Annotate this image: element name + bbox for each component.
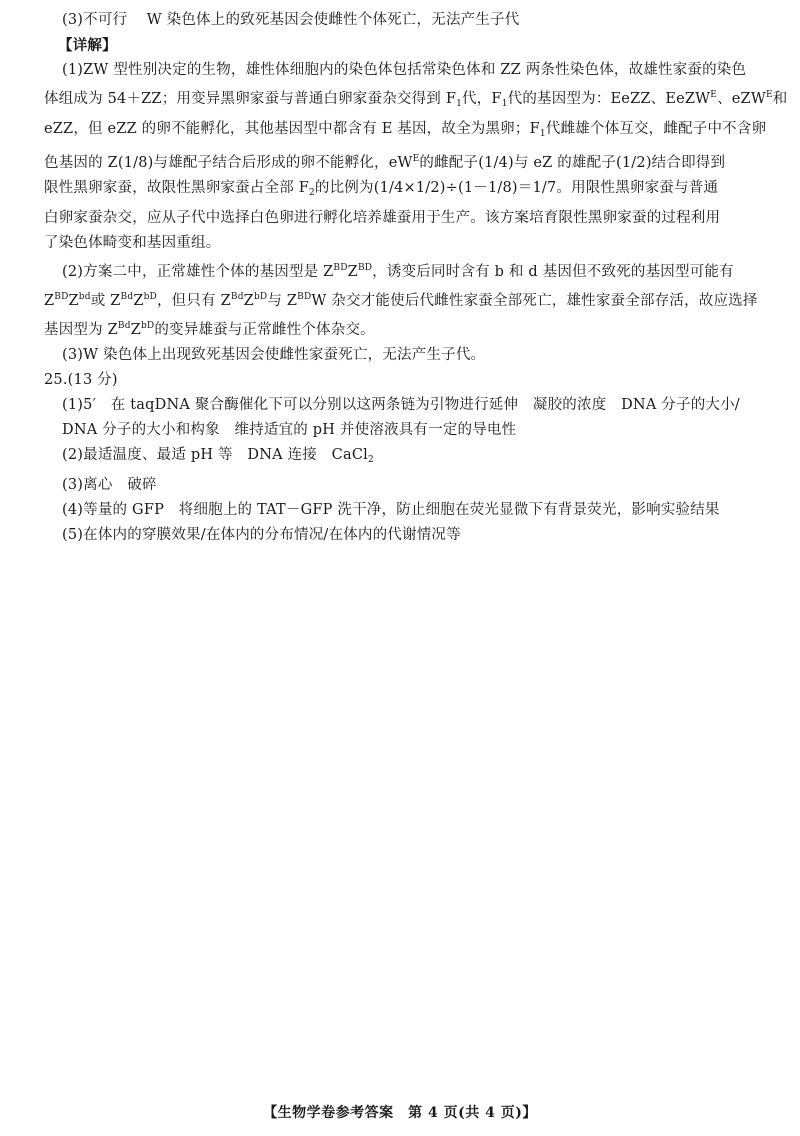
text-run: ，但只有 Z <box>156 293 231 309</box>
text-run: Z <box>130 322 141 338</box>
superscript: E <box>412 154 420 164</box>
text-run: 代雌雄个体互交，雌配子中不含卵 <box>545 121 767 137</box>
text-run: 代的基因型为：EeZZ、EeZW <box>507 91 711 107</box>
text-line <box>44 58 774 83</box>
text-line <box>44 443 774 473</box>
text-line <box>44 231 774 256</box>
subscript: 2 <box>308 188 315 198</box>
subscript: 1 <box>456 99 463 109</box>
text-run: (5)在体内的穿膜效果/在体内的分布情况/在体内的代谢情况等 <box>62 527 461 543</box>
text-line <box>44 83 788 117</box>
text-line <box>44 256 774 285</box>
superscript: bD <box>253 292 268 302</box>
text-run: (3)离心 破碎 <box>62 477 157 493</box>
text-run: 和 <box>772 91 788 107</box>
superscript: Bd <box>120 292 134 302</box>
text-line <box>44 176 774 206</box>
text-line <box>44 206 774 231</box>
text-run: 的雌配子(1/4)与 eZ 的雄配子(1/2)结合即得到 <box>419 155 726 171</box>
text-run: (4)等量的 GFP 将细胞上的 TAT－GFP 洗干净，防止细胞在荧光显微下有背景荧光，影响实验结果 <box>62 502 720 518</box>
text-run: (1)5′ 在 taqDNA 聚合酶催化下可以分别以这两条链为引物进行延伸 凝胶的浓度 DNA 分子的大小/ <box>62 397 740 413</box>
text-run: 25.(13 分) <box>44 372 118 388</box>
text-run: 代，F <box>462 91 502 107</box>
text-run: 或 Z <box>90 293 121 309</box>
text-run: (3)W 染色体上出现致死基因会使雌性家蚕死亡，无法产生子代。 <box>62 347 486 363</box>
text-run: (3)不可行 W 染色体上的致死基因会使雌性个体死亡，无法产生子代 <box>62 12 520 28</box>
text-run: DNA 分子的大小和构象 维持适宜的 pH 并使溶液具有一定的导电性 <box>62 422 517 438</box>
text-run: W 杂交才能使后代雌性家蚕全部死亡，雄性家蚕全部存活，故应选择 <box>311 293 758 309</box>
text-line <box>44 498 774 523</box>
text-line <box>44 473 774 498</box>
superscript: BD <box>333 263 348 273</box>
text-run: 的比例为(1/4×1/2)÷(1－1/8)＝1/7。用限性黑卵家蚕与普通 <box>314 180 719 196</box>
text-line <box>44 523 774 548</box>
text-run: 了染色体畸变和基因重组。 <box>44 235 221 251</box>
text-run: Z <box>133 293 144 309</box>
page-footer: 【生物学卷参考答案 第 4 页(共 4 页)】 <box>263 1105 537 1121</box>
answer-content <box>44 8 788 548</box>
text-run: Z <box>243 293 254 309</box>
text-run: 、eZW <box>717 91 766 107</box>
text-line <box>44 285 774 314</box>
text-run: Z <box>68 293 79 309</box>
superscript: Bd <box>230 292 244 302</box>
text-run: 【详解】 <box>58 37 117 54</box>
superscript: bd <box>78 292 91 302</box>
text-run: Z <box>347 264 358 280</box>
text-line <box>44 368 774 393</box>
text-run: 白卵家蚕杂交，应从子代中选择白色卵进行孵化培养雄蚕用于生产。该方案培育限性黑卵家蚕的过程利用 <box>44 210 721 226</box>
superscript: E <box>710 90 718 100</box>
superscript: Bd <box>117 321 131 331</box>
text-run: 色基因的 Z(1/8)与雄配子结合后形成的卵不能孵化，eW <box>44 155 413 171</box>
text-line <box>44 147 774 176</box>
text-line <box>44 33 774 58</box>
text-run: Z <box>44 293 55 309</box>
text-run: 限性黑卵家蚕，故限性黑卵家蚕占全部 F <box>44 180 309 196</box>
text-line <box>44 393 774 418</box>
superscript: BD <box>297 292 312 302</box>
text-line <box>44 418 774 443</box>
text-run: (1)ZW 型性别决定的生物，雄性体细胞内的染色体包括常染色体和 ZZ 两条性染色体，故雄性家蚕的染色 <box>62 62 747 78</box>
text-run: 基因型为 Z <box>44 322 118 338</box>
superscript: bD <box>143 292 157 302</box>
subscript: 2 <box>367 455 374 465</box>
text-line <box>44 343 774 368</box>
text-run: 的变异雄蚕与正常雌性个体杂交。 <box>154 322 375 338</box>
subscript: 1 <box>539 129 546 139</box>
text-line <box>44 8 774 33</box>
superscript: BD <box>54 292 69 302</box>
text-run: 与 Z <box>267 293 298 309</box>
text-line <box>44 314 774 343</box>
superscript: E <box>765 90 773 100</box>
text-line <box>44 117 774 147</box>
text-run: (2)方案二中，正常雄性个体的基因型是 Z <box>62 264 334 280</box>
subscript: 1 <box>501 99 508 109</box>
text-run: eZZ，但 eZZ 的卵不能孵化，其他基因型中都含有 E 基因，故全为黑卵；F <box>44 121 540 137</box>
superscript: bD <box>140 321 155 331</box>
text-run: 体组成为 54＋ZZ；用变异黑卵家蚕与普通白卵家蚕杂交得到 F <box>44 91 457 107</box>
superscript: BD <box>357 263 373 273</box>
text-run: ，诱变后同时含有 b 和 d 基因但不致死的基因型可能有 <box>372 264 734 280</box>
text-run: (2)最适温度、最适 pH 等 DNA 连接 CaCl <box>62 447 368 463</box>
